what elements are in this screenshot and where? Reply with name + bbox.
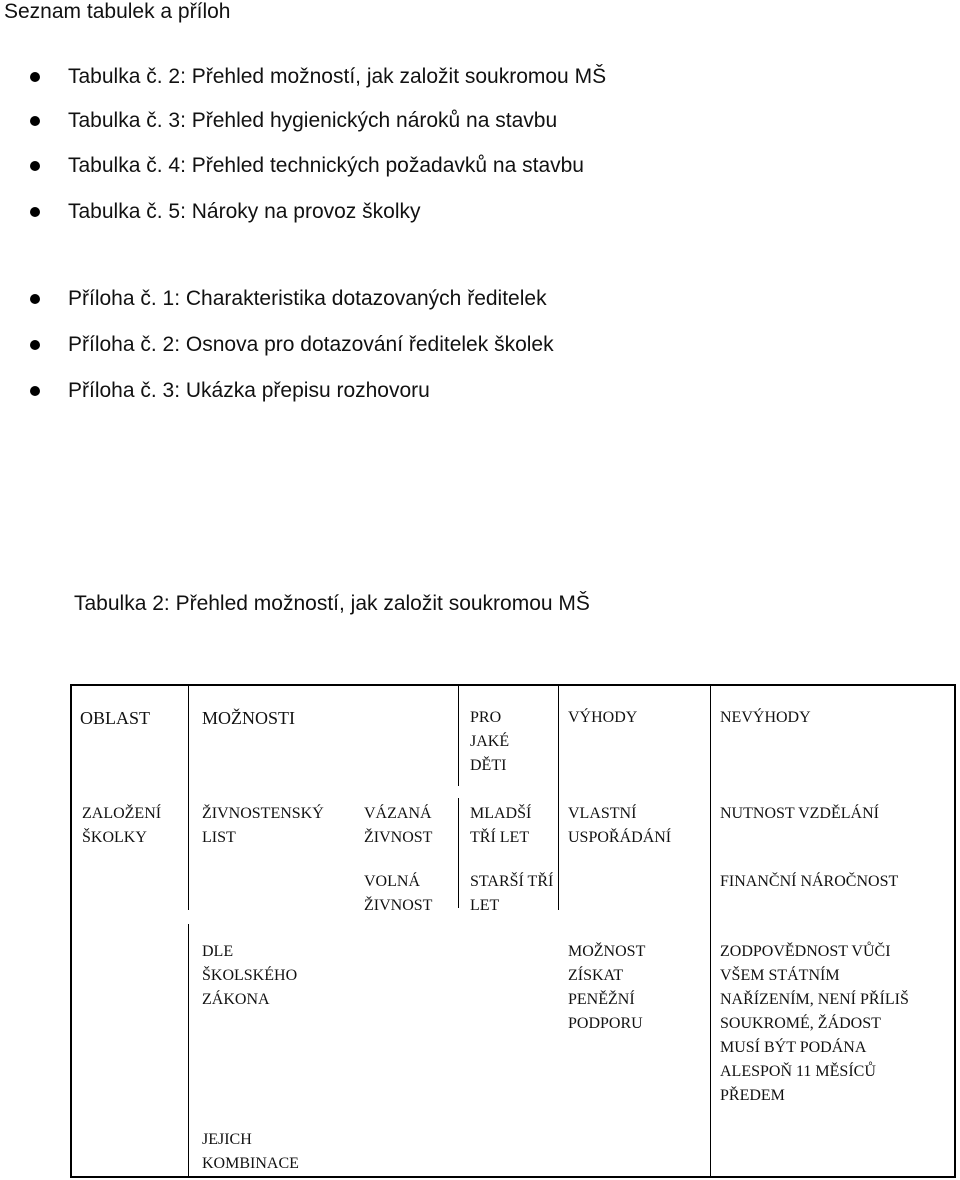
cell-vazana-zivnost: VÁZANÁ ŽIVNOST <box>364 805 433 846</box>
table-caption: Tabulka 2: Přehled možností, jak založit soukromou MŠ <box>74 592 590 615</box>
bullet-icon <box>30 386 40 396</box>
cell-starsi-tri-let: STARŠÍ TŘÍ LET <box>470 873 554 914</box>
header-vyhody: VÝHODY <box>568 709 638 726</box>
cell-dle-skolskeho-zakona: DLE ŠKOLSKÉHO ZÁKONA <box>202 943 298 1008</box>
column-divider <box>188 686 189 910</box>
bullet-icon <box>30 207 40 217</box>
column-divider <box>458 798 459 908</box>
cell-nutnost-vzdelani: NUTNOST VZDĚLÁNÍ <box>720 805 879 822</box>
cell-jejich-kombinace: JEJICH KOMBINACE <box>202 1131 299 1172</box>
column-divider <box>558 686 559 910</box>
bullet-icon <box>30 340 40 350</box>
header-nevyhody: NEVÝHODY <box>720 709 811 726</box>
options-table <box>70 684 956 1178</box>
bullet-icon <box>30 72 40 82</box>
bullet-icon <box>30 116 40 126</box>
column-divider <box>710 686 711 1176</box>
cell-volna-zivnost: VOLNÁ ŽIVNOST <box>364 873 433 914</box>
cell-vlastni-usporadani: VLASTNÍ USPOŘÁDÁNÍ <box>568 805 672 846</box>
cell-zivnostensky-list: ŽIVNOSTENSKÝ LIST <box>202 805 324 846</box>
cell-moznost-ziskat-podporu: MOŽNOST ZÍSKAT PENĚŽNÍ PODPORU <box>568 943 646 1032</box>
bullet-icon <box>30 161 40 171</box>
cell-mladsi-tri-let: MLADŠÍ TŘÍ LET <box>470 805 532 846</box>
header-pro-jake-deti: PRO JAKÉ DĚTI <box>470 709 510 774</box>
header-moznosti: MOŽNOSTI <box>202 708 295 728</box>
column-divider <box>458 686 459 786</box>
cell-zalozeni-skolky: ZALOŽENÍ ŠKOLKY <box>82 805 162 846</box>
column-divider <box>188 924 189 1176</box>
cell-financni-narocnost: FINANČNÍ NÁROČNOST <box>720 873 899 890</box>
header-oblast: OBLAST <box>80 708 151 728</box>
bullet-icon <box>30 294 40 304</box>
cell-zodpovednost: ZODPOVĚDNOST VŮČI VŠEM STÁTNÍM NAŘÍZENÍM, NENÍ PŘÍLIŠ SOUKROMÉ, ŽÁDOST MUSÍ BÝT PODÁNA ALESPOŇ 11 MĚSÍCŮ PŘEDEM <box>720 943 909 1104</box>
page-heading: Seznam tabulek a příloh <box>4 0 231 23</box>
